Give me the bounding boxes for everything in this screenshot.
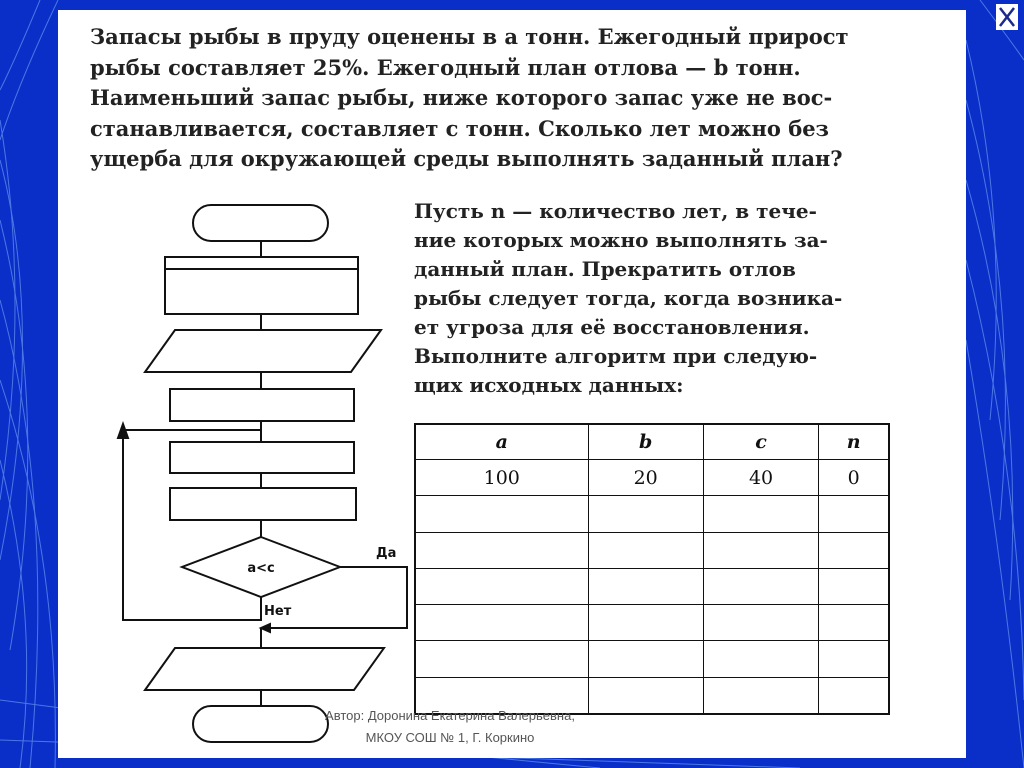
table-cell [415,641,588,677]
table-cell [588,532,703,568]
table-row [415,460,889,496]
instructions-text [414,197,892,400]
table-cell [819,677,889,714]
table-cell [819,532,889,568]
table-row [415,532,889,568]
instruction-line: Выполните алгоритм при следую- [414,344,818,368]
problem-line: ущерба для окружающей среды выполнять заданный план? [90,146,843,171]
no-branch-label: Нет [264,604,292,619]
merge-arrow-icon [261,624,270,632]
table-cell [415,532,588,568]
flowchart-process-block [170,389,354,421]
flowchart-process-block [170,488,356,520]
table-cell [588,568,703,604]
table-cell [703,677,818,714]
flowchart-process-block [170,442,354,473]
column-header-n: n [819,424,889,460]
column-header-a: a [415,424,588,460]
instruction-line: ние которых можно выполнять за- [414,228,828,252]
table-cell [819,496,889,532]
instruction-line: ет угроза для её восстановления. [414,315,810,339]
column-header-c: c [703,424,818,460]
table-cell [703,568,818,604]
table-cell: 40 [703,460,818,496]
flowchart-start-terminal [193,205,328,241]
trace-table [414,423,890,715]
flowchart-input-parallelogram [145,330,381,372]
table-cell [703,532,818,568]
yes-branch-label: Да [376,546,397,561]
flowchart-output-parallelogram [145,648,384,690]
problem-line: Запасы рыбы в пруду оценены в a тонн. Ежегодный прирост [90,24,849,49]
loop-arrow-icon [118,424,128,438]
decision-condition: a<c [247,561,275,576]
credit-line: МКОУ СОШ № 1, Г. Коркино [365,730,535,745]
table-cell: 100 [415,460,588,496]
table-cell: 0 [819,460,889,496]
table-cell [588,677,703,714]
table-cell [703,641,818,677]
table-row [415,496,889,532]
table-cell: 20 [588,460,703,496]
instruction-line: Пусть n — количество лет, в тече- [414,199,817,223]
table-cell [415,496,588,532]
table-cell [819,605,889,641]
table-header-row [415,424,889,460]
table-cell [588,605,703,641]
table-cell [588,641,703,677]
table-row [415,641,889,677]
problem-line: рыбы составляет 25%. Ежегодный план отлова — b тонн. [90,54,801,80]
table-cell [415,605,588,641]
column-header-b: b [588,424,703,460]
credit-line: Автор: Доронина Екатерина Валерьевна, [325,708,575,723]
table-cell [415,568,588,604]
problem-line: Наименьший запас рыбы, ниже которого запас уже не вос- [90,85,833,110]
instruction-line: щих исходных данных: [414,373,684,397]
table-row [415,568,889,604]
table-cell [819,641,889,677]
author-credit [300,705,600,749]
table-row [415,605,889,641]
table-cell [703,496,818,532]
table-cell [819,568,889,604]
table-cell [588,496,703,532]
instruction-line: данный план. Прекратить отлов [414,257,796,281]
instruction-line: рыбы следует тогда, когда возника- [414,286,843,310]
flowchart-process-block [165,257,358,314]
table-cell [703,605,818,641]
problem-line: станавливается, составляет c тонн. Сколько лет можно без [90,115,829,141]
